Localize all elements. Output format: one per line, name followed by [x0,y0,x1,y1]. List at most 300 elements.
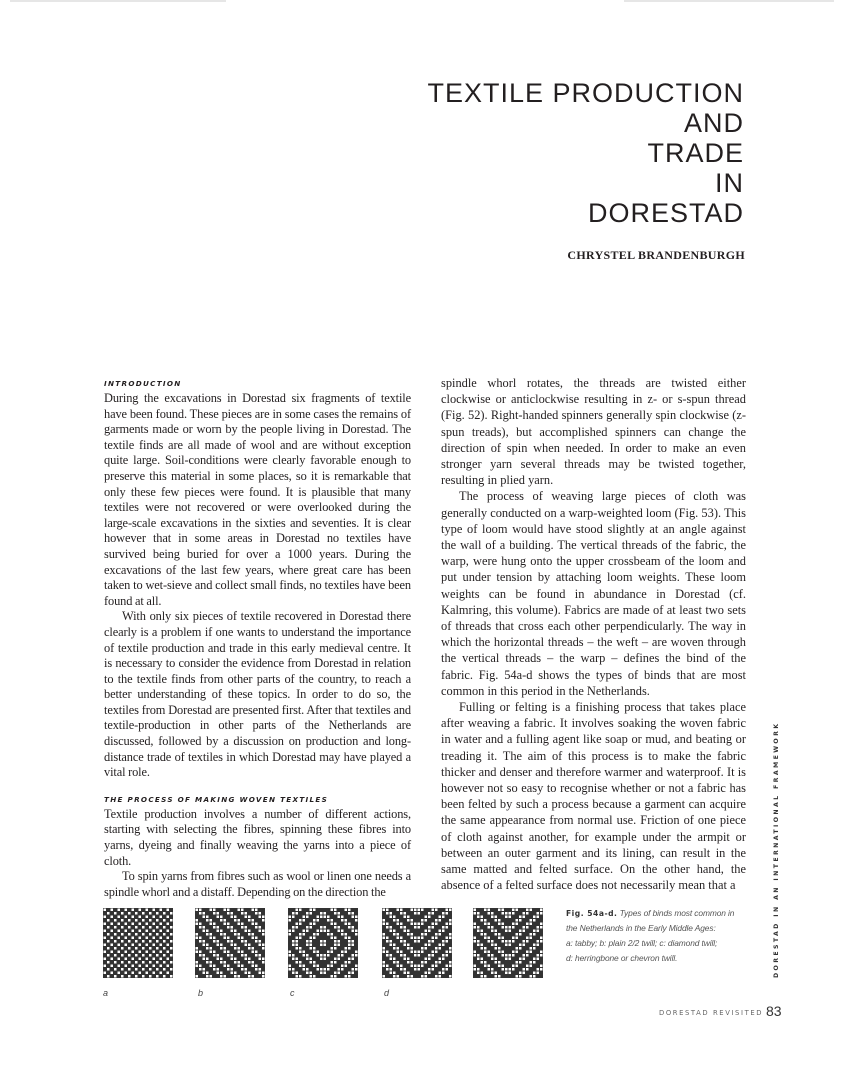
weave-cell [303,919,306,922]
weave-cell [386,951,389,954]
weave-cell [313,951,316,954]
weave-cell [114,912,117,915]
weave-cell [414,954,417,957]
weave-cell [107,926,110,929]
weave-cell [142,933,145,936]
weave-cell [400,965,403,968]
weave-cell [393,947,396,950]
weave-cell [481,972,484,975]
weave-cell [397,951,400,954]
weave-cell [411,951,414,954]
weave-cell [331,937,334,940]
weave-cell [435,933,438,936]
weave-cell [199,965,202,968]
weave-cell [393,933,396,936]
author-name: CHRYSTEL BRANDENBURGH [567,248,745,262]
weave-cell [199,912,202,915]
weave-cell [428,958,431,961]
weave-cell [540,909,543,912]
weave-cell [142,947,145,950]
weave-cell [170,919,173,922]
weave-cell [432,923,435,926]
weave-cell [238,951,241,954]
weave-cell [170,961,173,964]
weave-cell [160,972,163,975]
weave-cell [292,940,295,943]
weave-cell [393,958,396,961]
weave-cell [407,975,410,978]
weave-cell [111,958,114,961]
weave-cell [296,923,299,926]
weave-cell [135,940,138,943]
weave-cell [142,926,145,929]
weave-cell [241,965,244,968]
weave-cell [390,972,393,975]
weave-cell [213,965,216,968]
weave-cell [262,916,265,919]
weave-cell [432,926,435,929]
weave-cell [509,958,512,961]
weave-cell [292,916,295,919]
weave-cell [167,923,170,926]
weave-cell [425,944,428,947]
weave-cell [421,961,424,964]
weave-cell [170,940,173,943]
weave-cell [474,912,477,915]
weave-cell [425,961,428,964]
weave-background [103,908,173,978]
weave-cell [446,940,449,943]
weave-cell [526,909,529,912]
weave-cell [338,954,341,957]
weave-cell [128,954,131,957]
weave-cell [414,965,417,968]
weave-cell [533,947,536,950]
weave-cell [421,919,424,922]
weave-cell [477,968,480,971]
weave-cell [327,954,330,957]
weave-cell [289,933,292,936]
weave-cell [320,972,323,975]
weave-cell [481,975,484,978]
weave-cell [477,954,480,957]
weave-cell [390,930,393,933]
weave-cell [224,947,227,950]
weave-cell [149,954,152,957]
weave-cell [111,965,114,968]
weave-cell [386,954,389,957]
weave-cell [334,975,337,978]
weave-cell [310,926,313,929]
weave-cell [446,965,449,968]
weave-cell [303,968,306,971]
weave-cell [252,937,255,940]
weave-cell [334,944,337,947]
weave-cell [238,919,241,922]
weave-cell [474,940,477,943]
weave-cell [313,965,316,968]
weave-cell [327,930,330,933]
weave-cell [324,916,327,919]
weave-cell [393,972,396,975]
weave-cell [125,972,128,975]
weave-cell [348,923,351,926]
weave-cell [296,909,299,912]
weave-cell [533,958,536,961]
weave-cell [516,975,519,978]
weave-cell [533,961,536,964]
weave-cell [153,916,156,919]
weave-cell [523,916,526,919]
weave-cell [313,933,316,936]
weave-cell [404,944,407,947]
weave-cell [481,933,484,936]
weave-cell [418,968,421,971]
weave-cell [213,909,216,912]
weave-cell [255,909,258,912]
weave-cell [303,916,306,919]
weave-cell [512,954,515,957]
weave-cell [397,965,400,968]
weave-cell [121,968,124,971]
weave-cell [425,930,428,933]
weave-cell [474,954,477,957]
weave-cell [299,919,302,922]
weave-cell [352,916,355,919]
weave-cell [530,951,533,954]
weave-cell [203,940,206,943]
weave-cell [334,961,337,964]
weave-cell [439,919,442,922]
weave-cell [163,912,166,915]
weave-cell [306,940,309,943]
weave-cell [404,926,407,929]
weave-cell [540,923,543,926]
weave-cell [533,930,536,933]
weave-cell [259,972,262,975]
weave-cell [516,923,519,926]
title-line: AND [683,108,744,138]
weave-cell [313,937,316,940]
weave-cell [153,958,156,961]
weave-cell [481,930,484,933]
weave-cell [435,919,438,922]
weave-cell [537,930,540,933]
weave-cell [206,944,209,947]
weave-cell [446,951,449,954]
weave-cell [334,909,337,912]
weave-cell [299,923,302,926]
weave-cell [210,909,213,912]
title-line: DORESTAD [587,198,744,228]
weave-cell [526,940,529,943]
weave-cell [400,912,403,915]
weave-cell [491,940,494,943]
figure-caption [566,906,766,966]
weave-cell [442,972,445,975]
weave-cell [320,916,323,919]
weave-cell [252,909,255,912]
weave-cell [241,954,244,957]
weave-cell [135,919,138,922]
paragraph: To spin yarns from fibres such as wool or linen one needs a spindle whorl and a distaff. Depending on the direction the [104,869,411,899]
weave-cell [310,912,313,915]
weave-cell [296,961,299,964]
weave-cell [449,947,452,950]
weave-cell [213,912,216,915]
weave-cell [241,968,244,971]
weave-cell [519,972,522,975]
weave-cell [341,930,344,933]
weave-cell [352,958,355,961]
weave-cell [393,919,396,922]
weave-cell [355,930,358,933]
weave-cell [262,961,265,964]
weave-cell [509,940,512,943]
weave-cell [523,940,526,943]
weave-cell [139,944,142,947]
weave-cell [125,958,128,961]
weave-cell [132,923,135,926]
weave-cell [203,912,206,915]
weave-cell [407,958,410,961]
weave-cell [146,951,149,954]
weave-cell [502,923,505,926]
weave-cell [355,968,358,971]
weave-cell [474,965,477,968]
weave-cell [495,916,498,919]
weave-cell [203,958,206,961]
weave-cell [348,944,351,947]
weave-cell [449,923,452,926]
weave-cell [407,930,410,933]
weave-cell [446,937,449,940]
weave-cell [488,968,491,971]
weave-cell [262,947,265,950]
weave-cell [481,916,484,919]
weave-cell [231,944,234,947]
weave-cell [324,954,327,957]
weave-cell [519,958,522,961]
weave-cell [163,975,166,978]
weave-cell [414,968,417,971]
weave-cell [533,972,536,975]
weave-cell [530,947,533,950]
weave-cell [540,968,543,971]
weave-cell [241,923,244,926]
weave-cell [439,961,442,964]
weave-cell [149,947,152,950]
weave-cell [128,919,131,922]
weave-cell [310,947,313,950]
weave-cell [491,968,494,971]
weave-cell [156,968,159,971]
weave-cell [292,944,295,947]
weave-cell [404,916,407,919]
weave-cell [324,930,327,933]
weave-cell [407,961,410,964]
weave-cell [104,937,107,940]
weave-diagram-diamond-twill [288,908,358,978]
weave-cell [345,965,348,968]
weave-cell [428,926,431,929]
weave-cell [523,912,526,915]
weave-cell [167,909,170,912]
footer-book-title: DORESTAD REVISITED [659,1009,764,1017]
weave-cell [341,933,344,936]
weave-cell [484,965,487,968]
weave-cell [206,933,209,936]
weave-cell [111,916,114,919]
weave-cell [163,954,166,957]
weave-cell [432,954,435,957]
weave-cell [516,947,519,950]
weave-cell [220,961,223,964]
weave-cell [338,968,341,971]
weave-cell [516,937,519,940]
weave-cell [488,909,491,912]
weave-cell [530,975,533,978]
weave-cell [292,968,295,971]
weave-cell [386,926,389,929]
weave-cell [442,954,445,957]
weave-cell [306,926,309,929]
weave-cell [149,940,152,943]
weave-cell [121,947,124,950]
weave-cell [477,926,480,929]
weave-cell [104,951,107,954]
weave-cell [495,947,498,950]
weave-cell [512,951,515,954]
weave-cell [310,937,313,940]
weave-cell [149,919,152,922]
weave-cell [199,968,202,971]
weave-cell [505,958,508,961]
weave-cell [435,909,438,912]
figure-label-d: d [384,988,390,998]
weave-cell [345,975,348,978]
weave-cell [292,958,295,961]
weave-cell [498,961,501,964]
weave-cell [341,916,344,919]
weave-cell [196,947,199,950]
weave-cell [213,937,216,940]
weave-cell [156,961,159,964]
weave-cell [488,954,491,957]
weave-cell [245,916,248,919]
weave-cell [252,975,255,978]
weave-cell [224,975,227,978]
weave-cell [160,944,163,947]
caption-line: Types of binds most common in [619,908,735,918]
weave-cell [132,930,135,933]
weave-cell [160,916,163,919]
weave-cell [227,912,230,915]
weave-cell [481,961,484,964]
paragraph: During the excavations in Dorestad six fragments of textile have been found. These pieces are in some cases the remains of garments made or worn by the people living in Dorestad. The textile finds are all made of wool and are without exception quite large. Soil-conditions were clearly favorable enough to preserve this material in some places, so it is remarkable that only these few pieces were found. It is plausible that many textiles were not recovered or were overlooked during the large-scale excavations in the sixties and seventies. It is clear however that in some areas in Dorestad no textiles have survived being buried for over a 1000 years. During the excavations of the last few years, where great care has been taken to wet-sieve and collect small finds, no textiles have been found at all. [104,391,411,608]
weave-cell [400,937,403,940]
weave-cell [132,909,135,912]
weave-cell [306,958,309,961]
weave-cell [320,926,323,929]
weave-cell [435,965,438,968]
weave-cell [206,972,209,975]
weave-cell [292,972,295,975]
weave-cell [355,951,358,954]
weave-cell [432,937,435,940]
weave-cell [210,947,213,950]
weave-cell [327,965,330,968]
weave-cell [345,961,348,964]
weave-cell [128,912,131,915]
weave-cell [428,912,431,915]
weave-cell [439,958,442,961]
weave-cell [488,940,491,943]
weave-cell [125,944,128,947]
weave-cell [533,975,536,978]
weave-cell [142,940,145,943]
weave-cell [393,975,396,978]
weave-cell [114,947,117,950]
weave-cell [163,940,166,943]
title-line: TRADE [647,138,744,168]
weave-cell [156,919,159,922]
weave-cell [107,933,110,936]
weave-cell [296,940,299,943]
weave-cell [248,958,251,961]
weave-cell [505,940,508,943]
weave-cell [474,951,477,954]
weave-cell [142,961,145,964]
weave-cell [498,975,501,978]
weave-cell [196,909,199,912]
weave-cell [132,951,135,954]
weave-cell [390,912,393,915]
weave-cell [324,972,327,975]
weave-cell [397,919,400,922]
weave-cell [206,975,209,978]
weave-cell [397,947,400,950]
weave-cell [132,972,135,975]
weave-cell [425,958,428,961]
weave-cell [245,940,248,943]
weave-cell [488,951,491,954]
weave-cell [355,965,358,968]
paragraph: The process of weaving large pieces of cloth was generally conducted on a warp-weighted loom (Fig. 53). This type of loom would have stood slightly at an angle against the wall of a building. The vertical threads of the fabric, the warp, were hung onto the upper crossbeam of the loom and put under tension by attaching loom weights. These loom weights can be found in abundance in Dorestad (cf. Kalmring, this volume). Fabrics are made of at least two sets of threads that cross each other perpendicularly. The way in which the horizontal threads – the weft – are woven through the vertical threads – the warp – defines the bind of the fabric. Fig. 54a-d shows the types of binds that are most common in this period in the Netherlands. [441,489,746,698]
weave-cell [199,940,202,943]
weave-cell [104,958,107,961]
weave-cell [227,909,230,912]
weave-cell [498,923,501,926]
weave-cell [481,944,484,947]
weave-cell [442,944,445,947]
weave-cell [386,940,389,943]
weave-cell [310,972,313,975]
weave-cell [306,916,309,919]
weave-cell [338,926,341,929]
weave-cell [348,940,351,943]
weave-cell [324,926,327,929]
weave-cell [210,937,213,940]
weave-cell [481,919,484,922]
weave-cell [170,947,173,950]
weave-cell [234,975,237,978]
weave-cell [509,930,512,933]
weave-cell [121,919,124,922]
weave-cell [324,958,327,961]
weave-cell [484,923,487,926]
weave-cell [107,919,110,922]
